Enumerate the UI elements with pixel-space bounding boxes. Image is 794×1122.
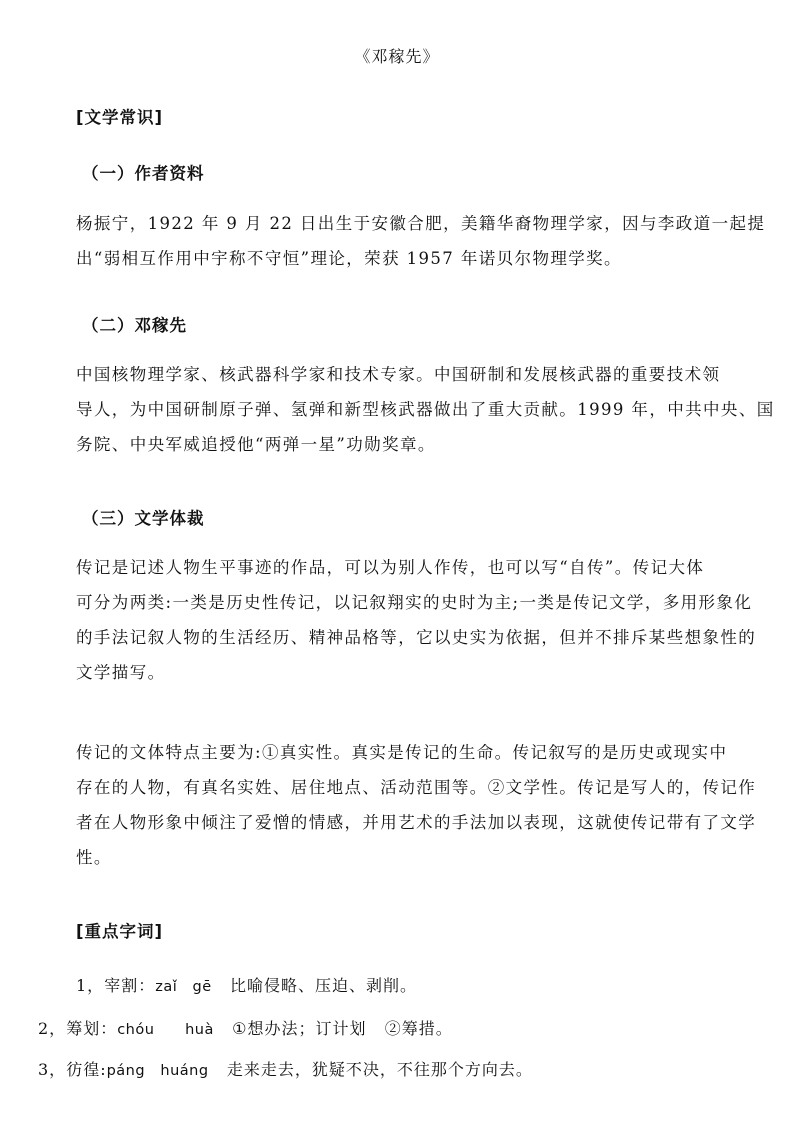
heading-author-info: （一）作者资料 <box>82 164 205 183</box>
genre-p1-line-4: 文学描写。 <box>76 663 166 682</box>
vocab-item-3 <box>38 1057 533 1080</box>
vocab-word: 彷徨: <box>66 1060 107 1079</box>
vocab-pinyin: zaǐ gē <box>155 979 212 995</box>
genre-p2-line-4: 性。 <box>76 848 112 867</box>
deng-line-1: 中国核物理学家、核武器科学家和技术专家。中国研制和发展核武器的重要技术领 <box>76 365 721 384</box>
vocab-word: 筹划： <box>66 1019 118 1038</box>
vocab-pinyin: chóu huà <box>117 1022 214 1038</box>
vocab-pinyin: páng huáng <box>106 1063 209 1079</box>
vocab-meaning: 走来走去，犹疑不决，不往那个方向去。 <box>208 1060 533 1079</box>
vocab-meaning: ①想办法；订计划 ②筹措。 <box>213 1019 453 1038</box>
vocab-index: 3， <box>38 1060 67 1079</box>
genre-p2-line-3: 者在人物形象中倾注了爱憎的情感，并用艺术的手法加以表现，这就使传记带有了文学 <box>76 813 757 832</box>
genre-p1-line-2: 可分为两类:一类是历史性传记，以记叙翔实的史时为主;一类是传记文学，多用形象化 <box>76 593 753 612</box>
vocab-item-1 <box>76 973 417 996</box>
author-line-1: 杨振宁，1922 年 9 月 22 日出生于安徽合肥，美籍华裔物理学家，因与李政道一起提 <box>76 214 766 233</box>
genre-p1-line-1: 传记是记述人物生平事迹的作品，可以为别人作传，也可以写“自传”。传记大体 <box>76 558 705 577</box>
section-literary-knowledge: [文学常识] <box>76 108 164 127</box>
vocab-meaning: 比喻侵略、压迫、剥削。 <box>211 976 417 995</box>
deng-line-2: 导人，为中国研制原子弹、氢弹和新型核武器做出了重大贡献。1999 年，中共中央、国 <box>76 400 775 419</box>
heading-deng-jiaxian: （二）邓稼先 <box>82 316 187 335</box>
author-line-2: 出“弱相互作用中宇称不守恒”理论，荣获 1957 年诺贝尔物理学奖。 <box>76 249 622 268</box>
genre-p2-line-2: 存在的人物，有真名实姓、居住地点、活动范围等。②文学性。传记是写人的，传记作 <box>76 778 757 797</box>
vocab-index: 1， <box>76 976 105 995</box>
deng-line-3: 务院、中央军威追授他“两弹一星”功勋奖章。 <box>76 435 436 454</box>
genre-p1-line-3: 的手法记叙人物的生活经历、精神品格等，它以史实为依据，但并不排斥某些想象性的 <box>76 628 757 647</box>
genre-paragraph-1 <box>76 550 758 690</box>
genre-paragraph-2 <box>76 735 758 875</box>
vocab-word: 宰割： <box>104 976 156 995</box>
section-key-words: [重点字词] <box>76 922 164 941</box>
deng-paragraph <box>76 357 775 462</box>
document-title: 《邓稼先》 <box>354 47 440 66</box>
heading-literary-genre: （三）文学体裁 <box>82 509 205 528</box>
vocab-index: 2， <box>38 1019 67 1038</box>
genre-p2-line-1: 传记的文体特点主要为:①真实性。真实是传记的生命。传记叙写的是历史或现实中 <box>76 743 728 762</box>
vocab-item-2 <box>38 1016 453 1039</box>
author-paragraph <box>76 206 766 276</box>
